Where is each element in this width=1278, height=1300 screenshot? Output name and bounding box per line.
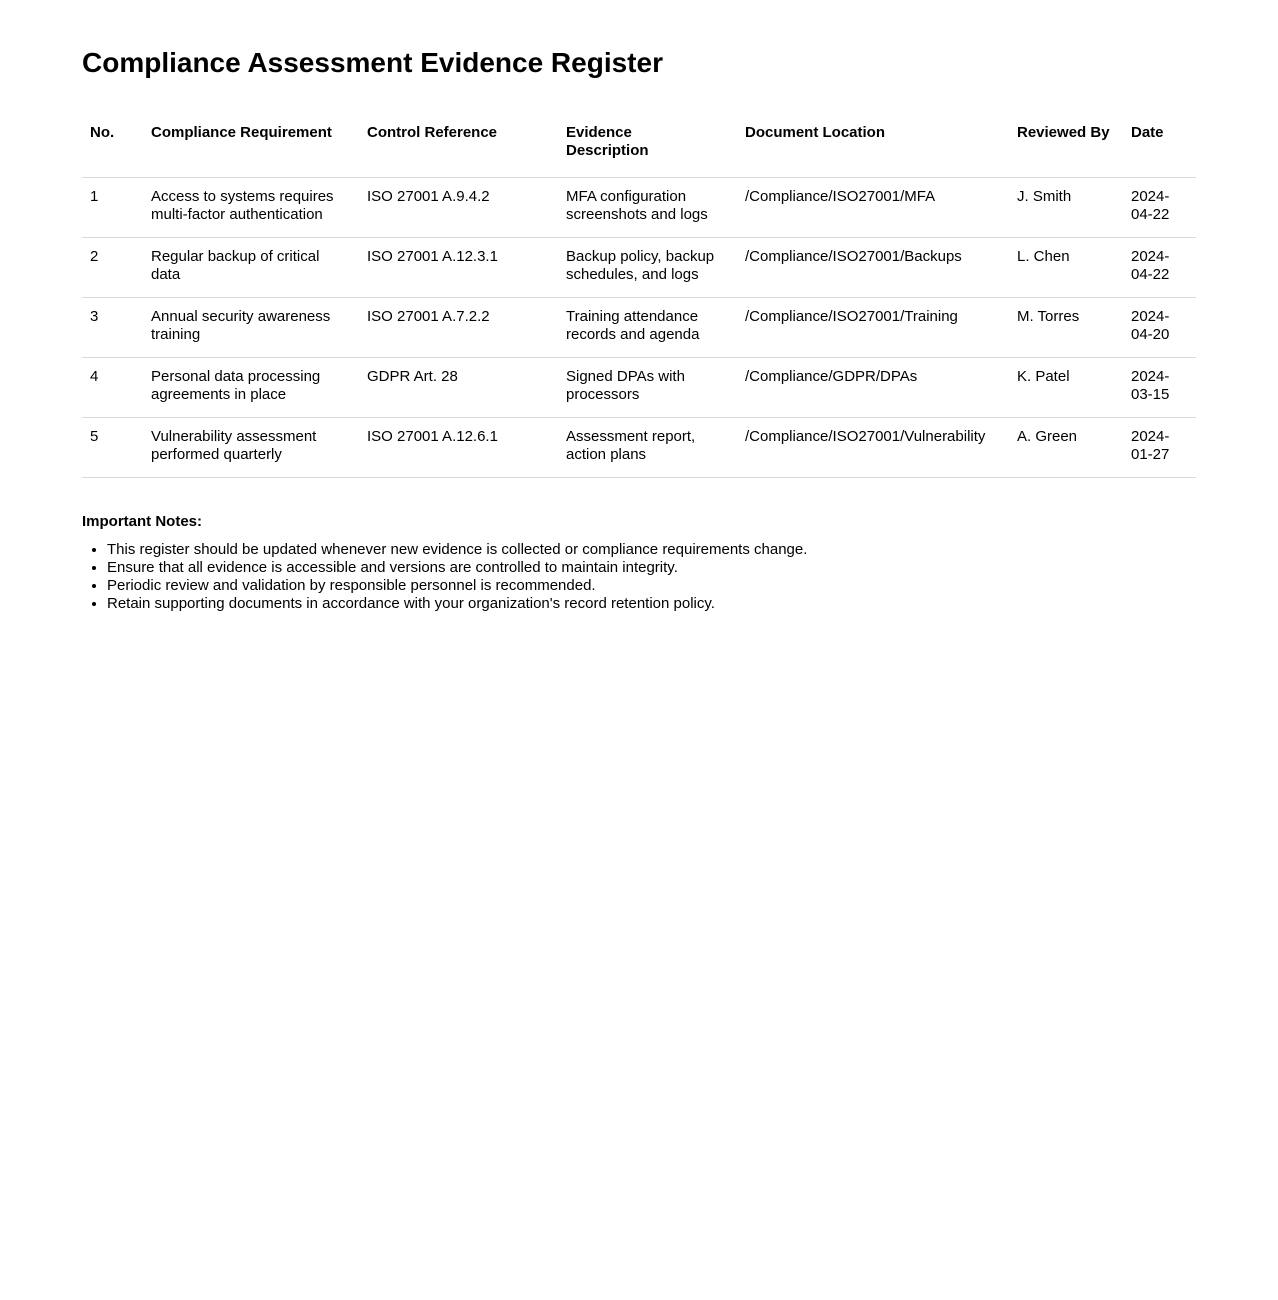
table-row	[82, 418, 1196, 478]
column-header-requirement: Compliance Requirement	[143, 116, 359, 178]
cell-no: 3	[82, 298, 143, 358]
notes-heading: Important Notes:	[82, 513, 202, 531]
cell-evidence: Training attendance records and agenda	[558, 298, 737, 358]
cell-no: 4	[82, 358, 143, 418]
cell-evidence: Assessment report, action plans	[558, 418, 737, 478]
cell-reviewer: L. Chen	[1009, 238, 1123, 298]
cell-reviewer: M. Torres	[1009, 298, 1123, 358]
cell-control: ISO 27001 A.7.2.2	[359, 298, 558, 358]
cell-location: /Compliance/ISO27001/Training	[737, 298, 1009, 358]
cell-control: ISO 27001 A.12.3.1	[359, 238, 558, 298]
note-item: • Ensure that all evidence is accessible and versions are controlled to maintain integrity.	[107, 559, 1196, 577]
column-header-control: Control Reference	[359, 116, 558, 178]
column-header-evidence-label: Evidence Description	[566, 124, 649, 160]
cell-control: GDPR Art. 28	[359, 358, 558, 418]
cell-date: 2024-04-22	[1123, 238, 1196, 298]
cell-location: /Compliance/ISO27001/Backups	[737, 238, 1009, 298]
cell-no: 2	[82, 238, 143, 298]
table-row	[82, 358, 1196, 418]
cell-requirement: Regular backup of critical data	[143, 238, 359, 298]
cell-control: ISO 27001 A.9.4.2	[359, 178, 558, 238]
cell-location: /Compliance/ISO27001/Vulnerability	[737, 418, 1009, 478]
cell-date: 2024-04-20	[1123, 298, 1196, 358]
cell-reviewer: J. Smith	[1009, 178, 1123, 238]
cell-date: 2024-03-15	[1123, 358, 1196, 418]
cell-reviewer: A. Green	[1009, 418, 1123, 478]
cell-location: /Compliance/GDPR/DPAs	[737, 358, 1009, 418]
table-row	[82, 178, 1196, 238]
evidence-table	[82, 116, 1196, 478]
cell-location: /Compliance/ISO27001/MFA	[737, 178, 1009, 238]
cell-control: ISO 27001 A.12.6.1	[359, 418, 558, 478]
cell-requirement: Annual security awareness training	[143, 298, 359, 358]
cell-evidence: MFA configuration screenshots and logs	[558, 178, 737, 238]
page-title: Compliance Assessment Evidence Register	[82, 47, 663, 78]
cell-reviewer: K. Patel	[1009, 358, 1123, 418]
table-header-row	[82, 116, 1196, 178]
note-item: • This register should be updated whenever new evidence is collected or compliance requirements change.	[107, 541, 1196, 559]
column-header-location: Document Location	[737, 116, 1009, 178]
column-header-date: Date	[1123, 116, 1196, 178]
cell-requirement: Access to systems requires multi-factor authentication	[143, 178, 359, 238]
note-item: • Retain supporting documents in accordance with your organization's record retention policy.	[107, 595, 1196, 613]
cell-date: 2024-04-22	[1123, 178, 1196, 238]
cell-requirement: Personal data processing agreements in place	[143, 358, 359, 418]
notes-list	[82, 541, 1196, 613]
table-row	[82, 298, 1196, 358]
cell-no: 1	[82, 178, 143, 238]
document-content	[0, 0, 1278, 613]
cell-evidence: Signed DPAs with processors	[558, 358, 737, 418]
cell-requirement: Vulnerability assessment performed quarterly	[143, 418, 359, 478]
column-header-evidence	[558, 116, 737, 178]
cell-evidence: Backup policy, backup schedules, and logs	[558, 238, 737, 298]
table-row	[82, 238, 1196, 298]
column-header-reviewer: Reviewed By	[1009, 116, 1123, 178]
note-item: • Periodic review and validation by responsible personnel is recommended.	[107, 577, 1196, 595]
cell-no: 5	[82, 418, 143, 478]
column-header-no: No.	[82, 116, 143, 178]
cell-date: 2024-01-27	[1123, 418, 1196, 478]
